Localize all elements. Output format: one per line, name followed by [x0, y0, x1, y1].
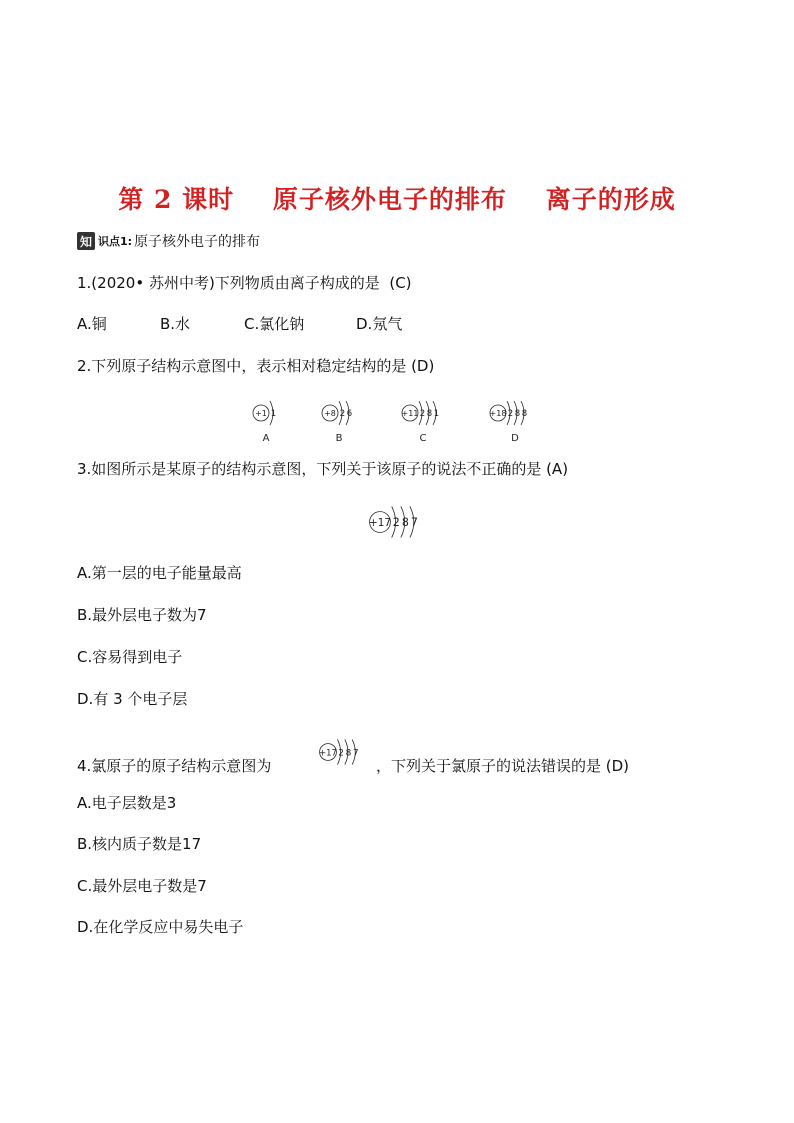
- q4-diagram-svg: [317, 734, 379, 776]
- q2-c-shell-count-2: 8: [426, 409, 433, 420]
- q2-b-shell-count-2: 6: [346, 409, 353, 420]
- question-3-stem: 3.如图所示是某原子的结构示意图，下列关于该原子的说法不正确的是 (A): [77, 460, 569, 478]
- q2-a-atom: [253, 401, 276, 425]
- question-4-stem-before: 4.氯原子的原子结构示意图为: [77, 757, 272, 775]
- page-title: 第 2 课时 原子核外电子的排布 离子的形成: [118, 185, 676, 214]
- q2-b-nucleus-charge: +8: [324, 409, 336, 419]
- q2-b-atom: [322, 401, 352, 425]
- question-4-stem-after: ，下列关于氯原子的说法错误的是 (D): [376, 757, 630, 775]
- q1-option-d: D.氖气: [356, 315, 403, 333]
- q2-diagram-row: [0, 396, 794, 446]
- q3-option-b: B.最外层电子数为7: [77, 606, 207, 624]
- question-2-stem: 2.下列原子结构示意图中，表示相对稳定结构的是 (D): [77, 357, 435, 375]
- q3-shell-count-1: 2: [392, 516, 400, 530]
- q4-option-a: A.电子层数是3: [77, 794, 177, 812]
- q3-option-d: D.有 3 个电子层: [77, 690, 188, 708]
- q2-diagram-label-c: C: [419, 433, 427, 444]
- q4-nucleus-charge: +17: [319, 747, 337, 758]
- q2-c-shell-count-3: 1: [433, 409, 440, 420]
- q3-shell-count-3: 7: [410, 516, 418, 530]
- q2-d-shell-count-1: 2: [507, 409, 514, 420]
- q4-option-c: C.最外层电子数是7: [77, 877, 207, 895]
- q4-atom: [319, 739, 359, 764]
- q2-d-nucleus-charge: +18: [489, 409, 507, 419]
- q3-atom-diagram: [368, 498, 448, 546]
- knowledge-point-heading: [77, 230, 260, 252]
- knowledge-badge-icon: 知: [77, 232, 95, 250]
- knowledge-point-text: 原子核外电子的排布: [134, 234, 261, 250]
- q2-diagram-label-d: D: [511, 433, 519, 444]
- q2-b-shell-count-1: 2: [339, 409, 346, 420]
- knowledge-point-label: 识点1:: [98, 235, 133, 248]
- q2-diagram-label-b: B: [335, 433, 343, 444]
- q2-d-shell-count-3: 8: [521, 409, 528, 420]
- q2-diagrams-svg: [0, 396, 794, 446]
- q4-option-b: B.核内质子数是17: [77, 835, 202, 853]
- q2-c-shell-count-1: 2: [419, 409, 426, 420]
- q2-c-nucleus-charge: +11: [401, 409, 419, 419]
- q1-option-b: B.水: [160, 315, 191, 333]
- q4-atom-diagram: [317, 734, 379, 776]
- q1-option-a: A.铜: [77, 315, 107, 333]
- q1-option-c: C.氯化钠: [244, 315, 305, 333]
- q2-c-atom: [402, 401, 440, 425]
- q2-diagram-label-a: A: [262, 433, 270, 444]
- q3-option-c: C.容易得到电子: [77, 648, 183, 666]
- q4-shell-count-1: 2: [338, 748, 344, 759]
- q2-d-shell-count-2: 8: [514, 409, 521, 420]
- q4-shell-count-2: 8: [345, 748, 352, 759]
- q2-a-nucleus-charge: +1: [255, 409, 267, 419]
- q3-shell-count-2: 8: [401, 516, 409, 530]
- q4-shell-count-3: 7: [352, 748, 359, 759]
- q3-option-a: A.第一层的电子能量最高: [77, 564, 242, 582]
- q3-diagram-svg: [368, 498, 448, 546]
- question-1-stem: 1.(2020• 苏州中考)下列物质由离子构成的是 (C): [77, 274, 412, 292]
- q4-option-d: D.在化学反应中易失电子: [77, 918, 244, 936]
- q3-nucleus-charge: +17: [369, 517, 391, 530]
- q2-d-atom: [490, 401, 528, 425]
- q3-atom: [369, 506, 418, 537]
- q2-a-shell-count-1: 1: [270, 409, 277, 420]
